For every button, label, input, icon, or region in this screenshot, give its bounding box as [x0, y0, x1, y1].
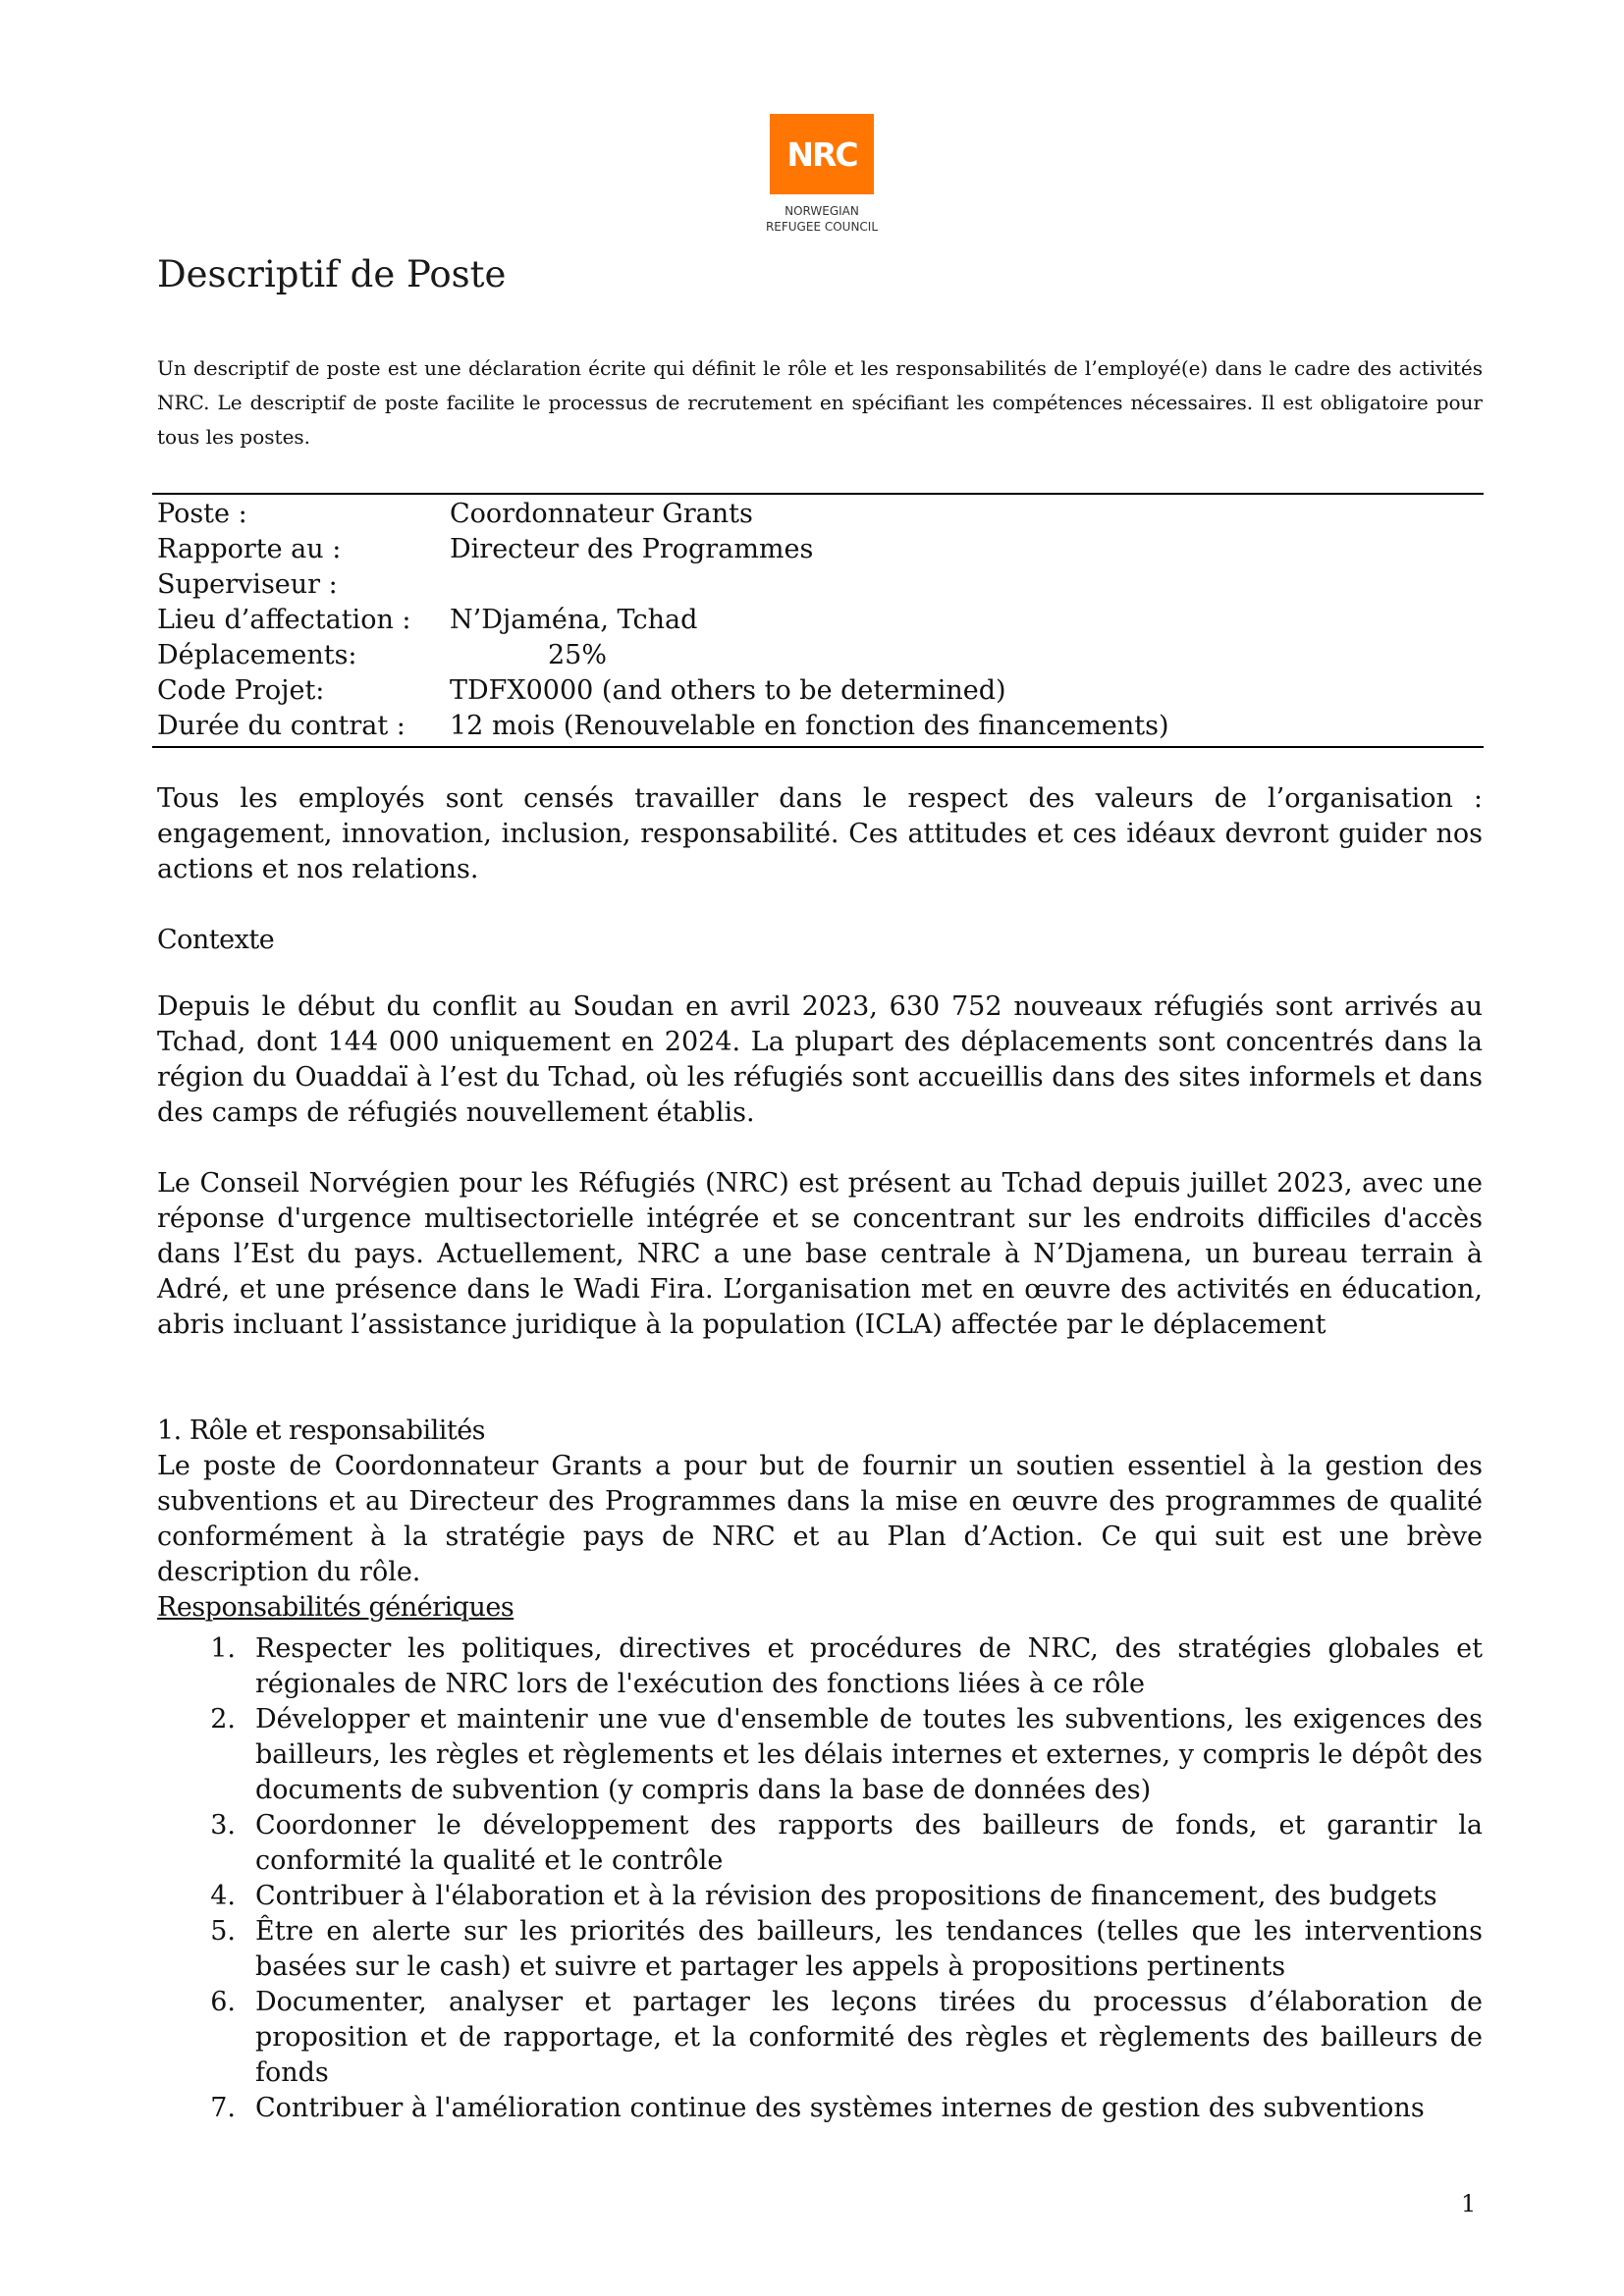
info-row-rapporte — [152, 532, 1484, 567]
list-item — [157, 1702, 1483, 1808]
list-text: Être en alerte sur les priorités des bailleurs, les tendances (telles que les interventions basées sur le cash) et suivre et partager les appels à propositions pertinents — [255, 1916, 1483, 1982]
info-label: Durée du contrat : — [157, 711, 406, 741]
list-number: 1. — [210, 1633, 236, 1664]
info-label: Déplacements: — [157, 640, 357, 670]
info-value: 25% — [548, 640, 608, 670]
info-row-deplacements — [152, 638, 1484, 673]
role-paragraph: Le poste de Coordonnateur Grants a pour but de fournir un soutien essentiel à la gestion des subventions et au Directeur des Programmes dans la mise en œuvre des programmes de qualité conformément à la stratégie pays de NRC et au Plan d’Action. Ce qui suit est une brève description du rôle. — [157, 1451, 1483, 1587]
page-title: Descriptif de Poste — [157, 253, 507, 295]
info-row-superviseur — [152, 567, 1484, 603]
context-paragraph-1: Depuis le début du conflit au Soudan en avril 2023, 630 752 nouveaux réfugiés sont arrivés au Tchad, dont 144 000 uniquement en 2024. La plupart des déplacements sont concentrés dans la région du Ouaddaï à l’est du Tchad, où les réfugiés sont accueillis dans des sites informels et dans des camps de réfugiés nouvellement établis. — [157, 991, 1483, 1128]
context-paragraph-2: Le Conseil Norvégien pour les Réfugiés (NRC) est présent au Tchad depuis juillet 2023, avec une réponse d'urgence multisectorielle intégrée et se concentrant sur les endroits difficiles d'accès dans l’Est du pays. Actuellement, NRC a une base centrale à N’Djamena, un bureau terrain à Adré, et une présence dans le Wadi Fira. L’organisation met en œuvre des activités en éducation, abris incluant l’assistance juridique à la population (ICLA) affectée par le déplacement — [157, 1168, 1483, 1340]
list-item — [157, 1879, 1483, 1914]
list-item — [157, 2091, 1483, 2126]
info-value: Directeur des Programmes — [450, 534, 814, 564]
nrc-logo-letters: NRC — [786, 134, 857, 174]
list-item — [157, 1914, 1483, 1985]
logo-line-2: REFUGEE COUNCIL — [765, 220, 879, 234]
list-text: Contribuer à l'élaboration et à la révision des propositions de financement, des budgets — [255, 1881, 1437, 1911]
nrc-logo-mark — [770, 114, 874, 194]
list-item — [157, 1808, 1483, 1879]
list-number: 5. — [210, 1916, 236, 1947]
list-item — [157, 1985, 1483, 2091]
info-label: Lieu d’affectation : — [157, 605, 411, 635]
generic-responsibilities-list — [157, 1631, 1483, 2126]
list-text: Contribuer à l'amélioration continue des systèmes internes de gestion des subventions — [255, 2093, 1425, 2123]
list-item — [157, 1631, 1483, 1702]
list-text: Documenter, analyser et partager les leçons tirées du processus d’élaboration de proposition et de rapportage, et la conformité des règles et règlements des bailleurs de fonds — [255, 1987, 1483, 2088]
page-number: 1 — [1461, 2190, 1477, 2217]
context-heading: Contexte — [157, 925, 275, 955]
job-info-table — [152, 493, 1484, 748]
list-number: 2. — [210, 1704, 236, 1735]
nrc-logo — [755, 114, 889, 235]
info-row-code-projet — [152, 673, 1484, 709]
list-number: 6. — [210, 1987, 236, 2017]
info-label: Poste : — [157, 499, 247, 529]
generic-responsibilities-heading: Responsabilités génériques — [157, 1592, 514, 1623]
list-number: 3. — [210, 1810, 236, 1841]
list-text: Coordonner le développement des rapports des bailleurs de fonds, et garantir la conformité la qualité et le contrôle — [255, 1810, 1483, 1876]
info-value: TDFX0000 (and others to be determined) — [450, 675, 1006, 706]
info-label: Superviseur : — [157, 569, 338, 600]
info-label: Rapporte au : — [157, 534, 342, 564]
list-text: Respecter les politiques, directives et procédures de NRC, des stratégies globales et régionales de NRC lors de l'exécution des fonctions liées à ce rôle — [255, 1633, 1483, 1699]
values-paragraph: Tous les employés sont censés travailler dans le respect des valeurs de l’organisation : engagement, innovation, inclusion, responsabilité. Ces attitudes et ces idéaux devront guider nos actions et nos relations. — [157, 783, 1483, 884]
list-number: 4. — [210, 1881, 236, 1911]
info-value: 12 mois (Renouvelable en fonction des financements) — [450, 711, 1169, 741]
info-value: N’Djaména, Tchad — [450, 605, 698, 635]
info-row-poste — [152, 497, 1484, 532]
list-text: Développer et maintenir une vue d'ensemble de toutes les subventions, les exigences des bailleurs, les règles et règlements et les délais internes et externes, y compris le dépôt des documents de subvention (y compris dans la base de données des) — [255, 1704, 1483, 1805]
nrc-logo-wordmark — [755, 203, 889, 235]
logo-line-1: NORWEGIAN — [785, 204, 859, 218]
role-heading: 1. Rôle et responsabilités — [157, 1415, 486, 1446]
info-row-duree — [152, 709, 1484, 744]
info-label: Code Projet: — [157, 675, 325, 706]
list-number: 7. — [210, 2093, 236, 2123]
info-row-lieu — [152, 603, 1484, 638]
intro-paragraph: Un descriptif de poste est une déclaration écrite qui définit le rôle et les responsabilités de l’employé(e) dans le cadre des activités NRC. Le descriptif de poste facilite le processus de recrutement en spécifiant les compétences nécessaires. Il est obligatoire pour tous les postes. — [157, 356, 1483, 449]
info-value: Coordonnateur Grants — [450, 499, 753, 529]
